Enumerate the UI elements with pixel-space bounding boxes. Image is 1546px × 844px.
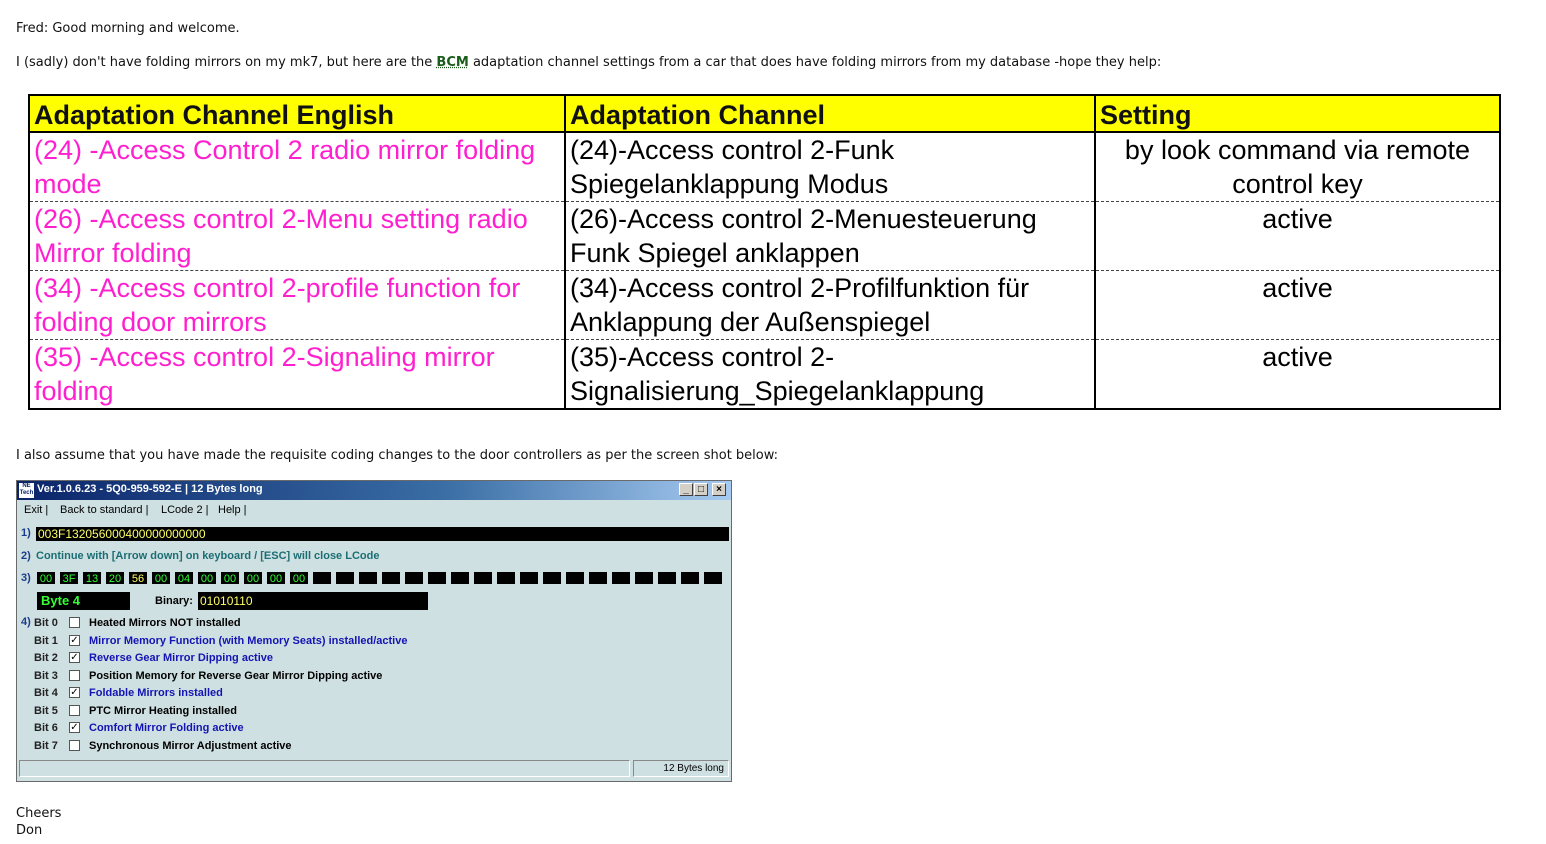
status-bar <box>19 760 729 778</box>
bit-label: Mirror Memory Function (with Memory Seats) installed/active <box>89 634 408 647</box>
bit-label: Reverse Gear Mirror Dipping active <box>89 652 274 664</box>
byte-cell[interactable]: 00 <box>289 571 309 585</box>
row-setting: active <box>1095 202 1500 271</box>
row-english: (26) -Access control 2-Menu setting radio Mirror folding <box>29 202 565 271</box>
checkbox-unchecked[interactable] <box>69 617 80 628</box>
status-length: 12 Bytes long <box>633 760 729 777</box>
maximize-button[interactable]: □ <box>694 483 708 496</box>
byte-cell[interactable]: 3F <box>59 571 79 585</box>
checkbox-checked[interactable]: ✓ <box>70 652 79 663</box>
header-english: Adaptation Channel English <box>29 95 565 132</box>
row-english: (24) -Access Control 2 radio mirror folding mode <box>29 132 565 202</box>
row-setting: by look command via remote control key <box>1095 132 1500 202</box>
byte-cell[interactable]: 20 <box>105 571 125 585</box>
bit-row <box>34 720 724 736</box>
byte-cell[interactable] <box>404 571 424 585</box>
bit-number: Bit 5 <box>34 704 58 717</box>
intro-text <box>16 55 1161 71</box>
bit-row <box>34 650 724 666</box>
bit-label: PTC Mirror Heating installed <box>89 704 237 717</box>
bit-number: Bit 7 <box>34 739 58 752</box>
row-german: (26)-Access control 2-Menuesteuerung Funk Spiegel anklappen <box>565 202 1095 271</box>
bcm-link[interactable]: BCM <box>436 55 469 70</box>
label-1: 1) <box>21 527 31 539</box>
adaptation-table <box>28 94 1501 410</box>
menu-back-to-standard[interactable]: Back to standard | <box>60 504 149 516</box>
byte-cell[interactable]: 00 <box>243 571 263 585</box>
byte-cell[interactable] <box>680 571 700 585</box>
checkbox-unchecked[interactable] <box>69 705 80 716</box>
row-setting: active <box>1095 271 1500 340</box>
label-4: 4) <box>21 616 31 628</box>
status-left-panel <box>19 760 630 777</box>
title-bar[interactable] <box>17 481 731 500</box>
info-text: Continue with [Arrow down] on keyboard / [ESC] will close LCode <box>36 550 380 562</box>
bit-number: Bit 6 <box>34 722 58 734</box>
table-row <box>29 132 1500 202</box>
bit-row <box>34 668 724 684</box>
header-setting: Setting <box>1095 95 1500 132</box>
coding-string-field[interactable]: 003F132056000400000000000 <box>36 527 729 541</box>
byte-cell[interactable] <box>634 571 654 585</box>
byte-cell[interactable] <box>335 571 355 585</box>
byte-cell[interactable] <box>703 571 723 585</box>
byte-cell[interactable] <box>450 571 470 585</box>
bit-label: Foldable Mirrors installed <box>89 687 223 699</box>
row-german: (24)-Access control 2-Funk Spiegelanklappung Modus <box>565 132 1095 202</box>
byte-cell[interactable]: 00 <box>266 571 286 585</box>
byte-cell[interactable]: 56 <box>128 571 148 585</box>
menu-lcode-2[interactable]: LCode 2 | <box>161 504 209 516</box>
row-english: (35) -Access control 2-Signaling mirror folding <box>29 340 565 410</box>
byte-cell[interactable] <box>496 571 516 585</box>
selected-byte-label: Byte 4 <box>37 592 130 610</box>
bit-number: Bit 0 <box>34 617 58 629</box>
intro-after: adaptation channel settings from a car that does have folding mirrors from my database -hope they help: <box>468 55 1162 70</box>
byte-cell[interactable]: 00 <box>36 571 56 585</box>
lcode-window <box>16 480 732 782</box>
byte-cell[interactable] <box>381 571 401 585</box>
bit-row <box>34 633 724 649</box>
byte-cell[interactable] <box>312 571 332 585</box>
app-icon: NE Tech <box>19 483 34 496</box>
checkbox-checked[interactable]: ✓ <box>70 634 79 646</box>
bit-label: Heated Mirrors NOT installed <box>89 617 241 629</box>
bit-row <box>34 703 724 719</box>
minimize-button[interactable]: _ <box>679 483 693 496</box>
row-setting: active <box>1095 340 1500 410</box>
byte-cell[interactable]: 00 <box>151 571 171 585</box>
bit-label: Synchronous Mirror Adjustment active <box>89 739 292 752</box>
table-row <box>29 340 1500 410</box>
byte-cell[interactable] <box>542 571 562 585</box>
cheers-text: Cheers <box>16 806 62 821</box>
byte-cell[interactable]: 04 <box>174 571 194 585</box>
bit-row <box>34 738 724 754</box>
intro-before: I (sadly) don't have folding mirrors on my mk7, but here are the <box>16 55 437 70</box>
checkbox-unchecked[interactable] <box>69 670 80 681</box>
bit-label: Comfort Mirror Folding active <box>89 722 244 734</box>
table-row <box>29 202 1500 271</box>
bit-number: Bit 4 <box>34 687 58 699</box>
checkbox-unchecked[interactable] <box>69 740 80 751</box>
label-3: 3) <box>21 572 31 584</box>
menu-help[interactable]: Help | <box>218 504 247 516</box>
byte-cell[interactable] <box>565 571 585 585</box>
byte-cell[interactable] <box>611 571 631 585</box>
byte-cell[interactable] <box>427 571 447 585</box>
bit-label: Position Memory for Reverse Gear Mirror Dipping active <box>89 669 383 682</box>
window-title: Ver.1.0.6.23 - 5Q0-959-592-E | 12 Bytes long <box>37 483 263 495</box>
byte-cell[interactable]: 00 <box>220 571 240 585</box>
assume-text: I also assume that you have made the requisite coding changes to the door controllers as per the screen shot below: <box>16 448 779 463</box>
table-row <box>29 271 1500 340</box>
byte-cell[interactable]: 00 <box>197 571 217 585</box>
bit-row <box>34 685 724 701</box>
header-channel: Adaptation Channel <box>565 95 1095 132</box>
checkbox-checked[interactable]: ✓ <box>70 722 79 733</box>
signature-text: Don <box>16 823 43 838</box>
checkbox-checked[interactable]: ✓ <box>70 687 79 698</box>
byte-cell[interactable] <box>473 571 493 585</box>
row-english: (34) -Access control 2-profile function for folding door mirrors <box>29 271 565 340</box>
menu-bar <box>17 501 731 521</box>
row-german: (34)-Access control 2-Profilfunktion für Anklappung der Außenspiegel <box>565 271 1095 340</box>
binary-label: Binary: <box>155 595 193 607</box>
bit-number: Bit 2 <box>34 652 58 664</box>
bit-row <box>34 615 724 631</box>
label-2: 2) <box>21 550 31 562</box>
byte-cell[interactable]: 13 <box>82 571 102 585</box>
greeting-text: Fred: Good morning and welcome. <box>16 21 240 36</box>
menu-exit[interactable]: Exit | <box>24 504 49 516</box>
byte-cell[interactable] <box>358 571 378 585</box>
table-header-row <box>29 95 1500 132</box>
binary-field[interactable]: 01010110 <box>198 592 428 610</box>
byte-cell[interactable] <box>519 571 539 585</box>
byte-cell[interactable] <box>657 571 677 585</box>
close-button[interactable]: × <box>712 483 726 496</box>
byte-cell[interactable] <box>588 571 608 585</box>
row-german: (35)-Access control 2-Signalisierung_Spiegelanklappung <box>565 340 1095 410</box>
bit-number: Bit 3 <box>34 669 58 682</box>
bit-number: Bit 1 <box>34 634 58 647</box>
